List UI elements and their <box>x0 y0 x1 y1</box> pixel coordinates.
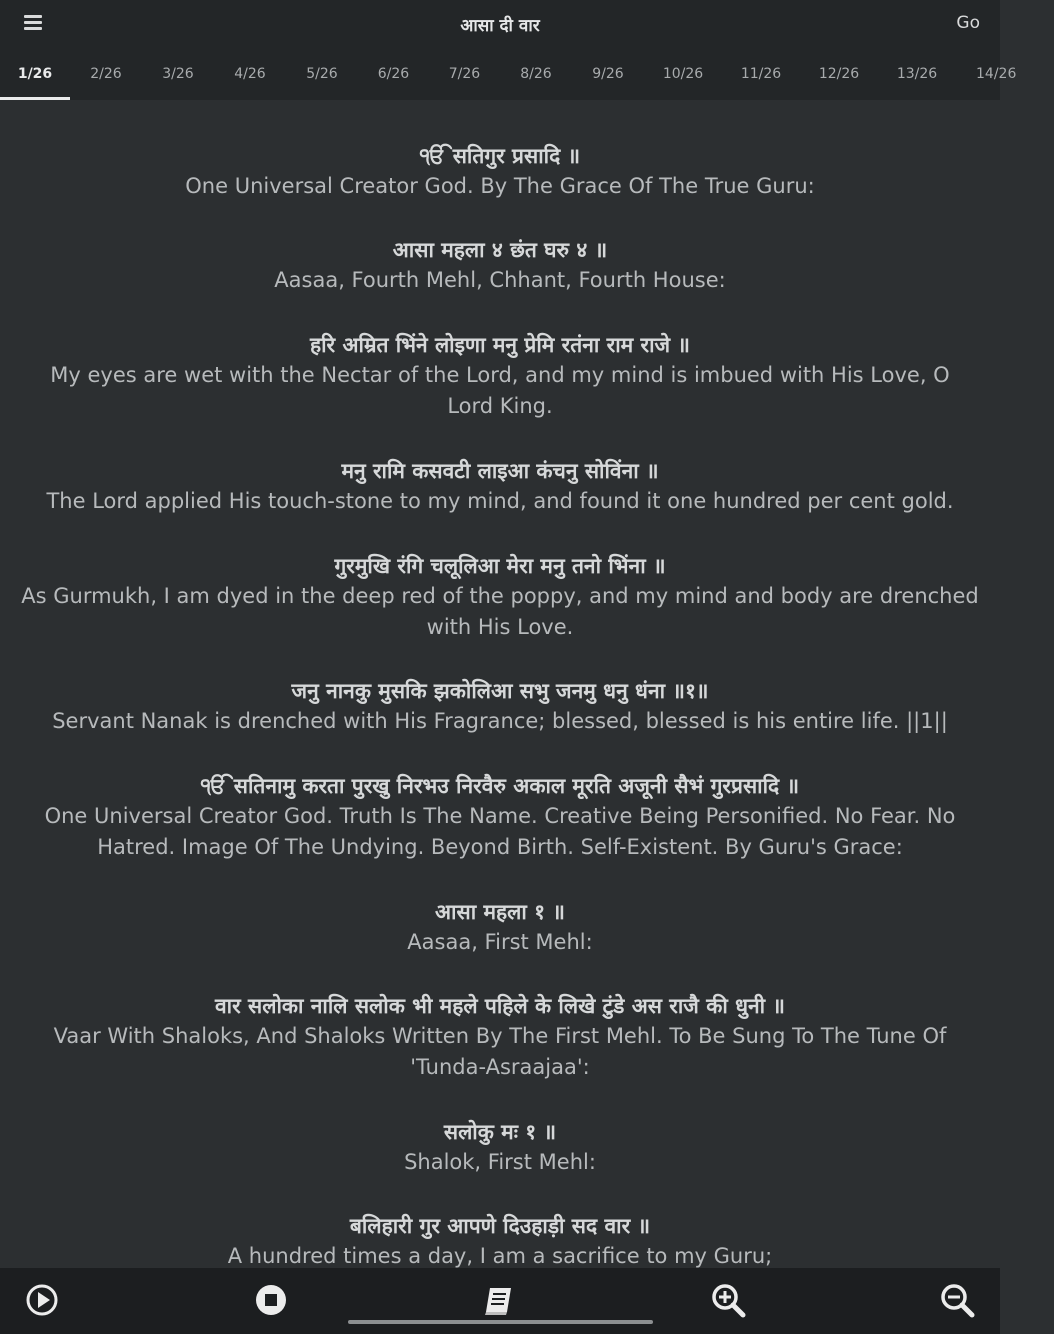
gurbani-line: हरि अम्रित भिंने लोइणा मनु प्रेमि रतंना राम राजे ॥ <box>309 333 691 357</box>
book-icon[interactable] <box>480 1280 520 1320</box>
verse-block <box>0 771 1000 863</box>
gurbani-line: सलोकु मः १ ॥ <box>443 1120 557 1144</box>
verse-reader[interactable] <box>0 100 1000 1268</box>
gurbani-line: मनु रामि कसवटी लाइआ कंचनु सोविंना ॥ <box>341 459 659 483</box>
page-tabs <box>0 48 1017 100</box>
translation-line: My eyes are wet with the Nectar of the Lord, and my mind is imbued with His Love, O Lord King. <box>50 363 950 418</box>
zoom-out-icon[interactable] <box>937 1280 977 1320</box>
bottom-toolbar <box>0 1268 1000 1334</box>
play-icon[interactable] <box>22 1280 62 1320</box>
gurbani-line: ੴ सतिगुर प्रसादि ॥ <box>419 144 581 168</box>
tab-9[interactable]: 9/26 <box>592 66 624 82</box>
tab-7[interactable]: 7/26 <box>448 66 481 82</box>
tab-8[interactable]: 8/26 <box>520 66 552 82</box>
translation-line: Servant Nanak is drenched with His Fragrance; blessed, blessed is his entire life. ||1|| <box>52 709 948 733</box>
translation-line: As Gurmukh, I am dyed in the deep red of the poppy, and my mind and body are drenched with His Love. <box>21 584 979 639</box>
gurbani-line: वार सलोका नालि सलोक भी महले पहिले के लिखे टुंडे अस राजै की धुनी ॥ <box>215 994 785 1018</box>
tab-10[interactable]: 10/26 <box>662 66 704 82</box>
verse-block <box>0 235 1000 296</box>
translation-line: The Lord applied His touch-stone to my mind, and found it one hundred per cent gold. <box>46 489 954 513</box>
gurbani-line: जनु नानकु मुसकि झकोलिआ सभु जनमु धनु धंना ॥१॥ <box>291 679 709 703</box>
go-button[interactable]: Go <box>956 13 980 33</box>
page-title: आसा दी वार <box>460 16 540 36</box>
tab-13[interactable]: 13/26 <box>896 66 938 82</box>
verse-block <box>0 456 1000 517</box>
tab-2[interactable]: 2/26 <box>90 66 122 82</box>
translation-line: Aasaa, Fourth Mehl, Chhant, Fourth House: <box>274 268 726 292</box>
translation-line: Aasaa, First Mehl: <box>407 930 593 954</box>
tab-6[interactable]: 6/26 <box>377 66 410 82</box>
verse-block <box>0 897 1000 958</box>
top-app-bar <box>0 0 1000 48</box>
translation-line: Shalok, First Mehl: <box>404 1150 596 1174</box>
tab-3[interactable]: 3/26 <box>162 66 194 82</box>
verse-block <box>0 1117 1000 1178</box>
tab-5[interactable]: 5/26 <box>306 66 338 82</box>
tab-12[interactable]: 12/26 <box>818 66 860 82</box>
verse-block <box>0 676 1000 737</box>
tab-4[interactable]: 4/26 <box>234 66 266 82</box>
gurbani-line: गुरमुखि रंगि चलूलिआ मेरा मनु तनो भिंना ॥ <box>334 554 666 578</box>
zoom-in-icon[interactable] <box>708 1280 748 1320</box>
stop-icon[interactable] <box>251 1280 291 1320</box>
tab-1[interactable]: 1/26 <box>0 48 70 100</box>
home-indicator[interactable] <box>348 1320 653 1324</box>
translation-line: One Universal Creator God. By The Grace Of The True Guru: <box>185 174 815 198</box>
verse-block <box>0 330 1000 422</box>
tab-14[interactable]: 14/26 <box>976 66 1017 82</box>
gurbani-line: आसा महला १ ॥ <box>435 900 565 924</box>
gurbani-line: आसा महला ४ छंत घरु ४ ॥ <box>392 238 608 262</box>
verse-block <box>0 1211 1000 1272</box>
gurbani-line: ੴ सतिनामु करता पुरखु निरभउ निरवैरु अकाल मूरति अजूनी सैभं गुरप्रसादि ॥ <box>200 774 800 798</box>
tab-11[interactable]: 11/26 <box>740 66 782 82</box>
gurbani-line: बलिहारी गुर आपणे दिउहाड़ी सद वार ॥ <box>349 1214 651 1238</box>
verse-block <box>0 551 1000 643</box>
translation-line: One Universal Creator God. Truth Is The Name. Creative Being Personified. No Fear. No Hatred. Image Of The Undying. Beyond Birth. Self-Existent. By Guru's Grace: <box>44 804 956 859</box>
translation-line: A hundred times a day, I am a sacrifice to my Guru; <box>227 1244 773 1268</box>
translation-line: Vaar With Shaloks, And Shaloks Written By The First Mehl. To Be Sung To The Tune Of 'Tunda-Asraajaa': <box>53 1024 947 1079</box>
verse-block <box>0 141 1000 202</box>
verse-block <box>0 991 1000 1083</box>
